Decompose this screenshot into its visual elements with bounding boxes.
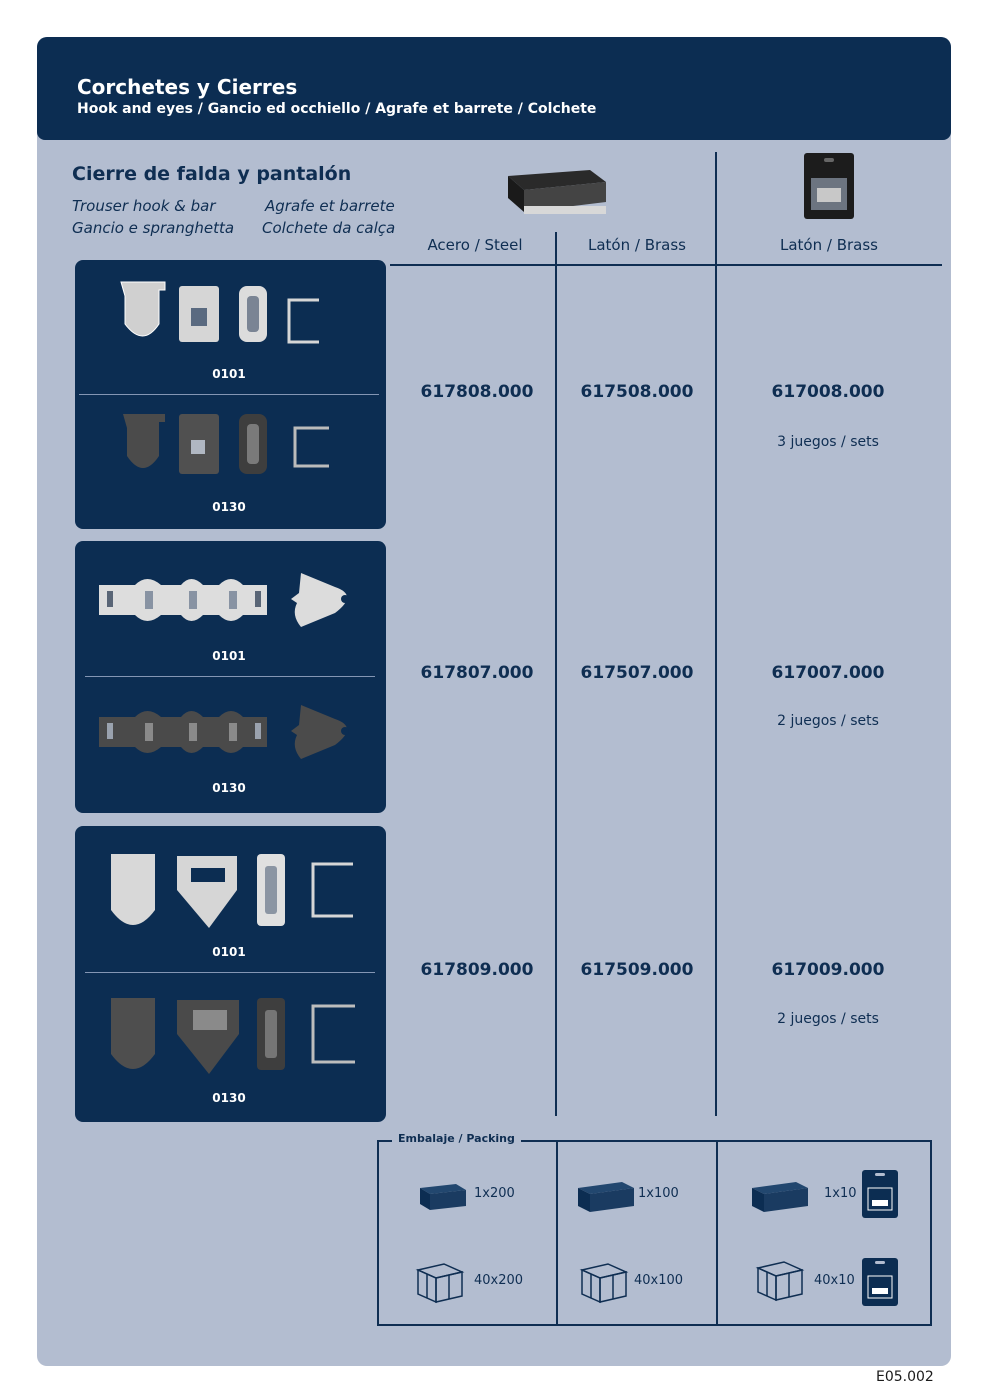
finish-label: 0130 xyxy=(212,781,246,795)
packing-box-3: 40x10 xyxy=(814,1273,855,1288)
column-header-brass-pack: Latón / Brass xyxy=(780,236,878,254)
code-pack-row3: 617009.000 xyxy=(771,960,885,980)
packing-unit-3: 1x10 xyxy=(824,1186,857,1201)
packing-unit-1: 1x200 xyxy=(474,1186,515,1201)
product-card-2 xyxy=(75,541,386,813)
tab-hook-silver-image xyxy=(105,850,365,934)
unit-box-icon xyxy=(750,1176,812,1216)
code-steel-row2: 617807.000 xyxy=(420,663,534,683)
column-header-brass: Latón / Brass xyxy=(588,236,686,254)
translation-en: Trouser hook & bar xyxy=(72,197,216,215)
flat-hook-silver-image xyxy=(95,565,365,635)
carton-box-icon xyxy=(414,1258,466,1306)
flat-hook-black-image xyxy=(95,697,365,767)
bulk-box-image xyxy=(500,156,612,218)
packing-divider-1 xyxy=(556,1142,558,1326)
code-brass-row2: 617507.000 xyxy=(580,663,694,683)
tab-hook-black-image xyxy=(105,994,365,1078)
packing-box-2: 40x100 xyxy=(634,1273,684,1288)
translation-pt: Colchete da calça xyxy=(262,219,396,237)
product-card-3 xyxy=(75,826,386,1122)
header-subtitle: Hook and eyes / Gancio ed occhiello / Agrafe et barrete / Colchete xyxy=(77,101,597,117)
section-title: Cierre de falda y pantalón xyxy=(72,163,352,185)
blister-icon xyxy=(860,1256,900,1308)
sets-row1: 3 juegos / sets xyxy=(777,434,879,450)
hook-bar-silver-image xyxy=(115,278,335,348)
packing-box-1: 40x200 xyxy=(474,1273,524,1288)
unit-box-icon xyxy=(576,1176,636,1214)
card-divider xyxy=(85,972,375,973)
translation-it: Gancio e spranghetta xyxy=(72,219,235,237)
code-steel-row1: 617808.000 xyxy=(420,382,534,402)
finish-label: 0101 xyxy=(212,649,246,663)
code-pack-row1: 617008.000 xyxy=(771,382,885,402)
column-header-steel: Acero / Steel xyxy=(427,236,523,254)
packing-divider-2 xyxy=(716,1142,718,1326)
carton-box-icon xyxy=(754,1256,806,1304)
blister-icon xyxy=(860,1168,900,1220)
finish-label: 0101 xyxy=(212,945,246,959)
page-header xyxy=(37,37,951,140)
hook-bar-black-image xyxy=(115,410,335,480)
packing-title: Embalaje / Packing xyxy=(392,1132,521,1145)
header-rule xyxy=(390,264,942,266)
packing-unit-2: 1x100 xyxy=(638,1186,679,1201)
code-pack-row2: 617007.000 xyxy=(771,663,885,683)
translation-fr: Agrafe et barrete xyxy=(265,197,395,215)
carton-box-icon xyxy=(578,1258,630,1306)
page-number: E05.002 xyxy=(876,1369,934,1385)
sets-row3: 2 juegos / sets xyxy=(777,1011,879,1027)
unit-box-icon xyxy=(418,1178,468,1212)
code-brass-row1: 617508.000 xyxy=(580,382,694,402)
finish-label: 0101 xyxy=(212,367,246,381)
code-steel-row3: 617809.000 xyxy=(420,960,534,980)
finish-label: 0130 xyxy=(212,1091,246,1105)
blister-pack-image xyxy=(803,152,855,220)
header-title: Corchetes y Cierres xyxy=(77,75,298,99)
sets-row2: 2 juegos / sets xyxy=(777,713,879,729)
card-divider xyxy=(79,394,379,395)
card-divider xyxy=(85,676,375,677)
product-card-1 xyxy=(75,260,386,529)
finish-label: 0130 xyxy=(212,500,246,514)
code-brass-row3: 617509.000 xyxy=(580,960,694,980)
